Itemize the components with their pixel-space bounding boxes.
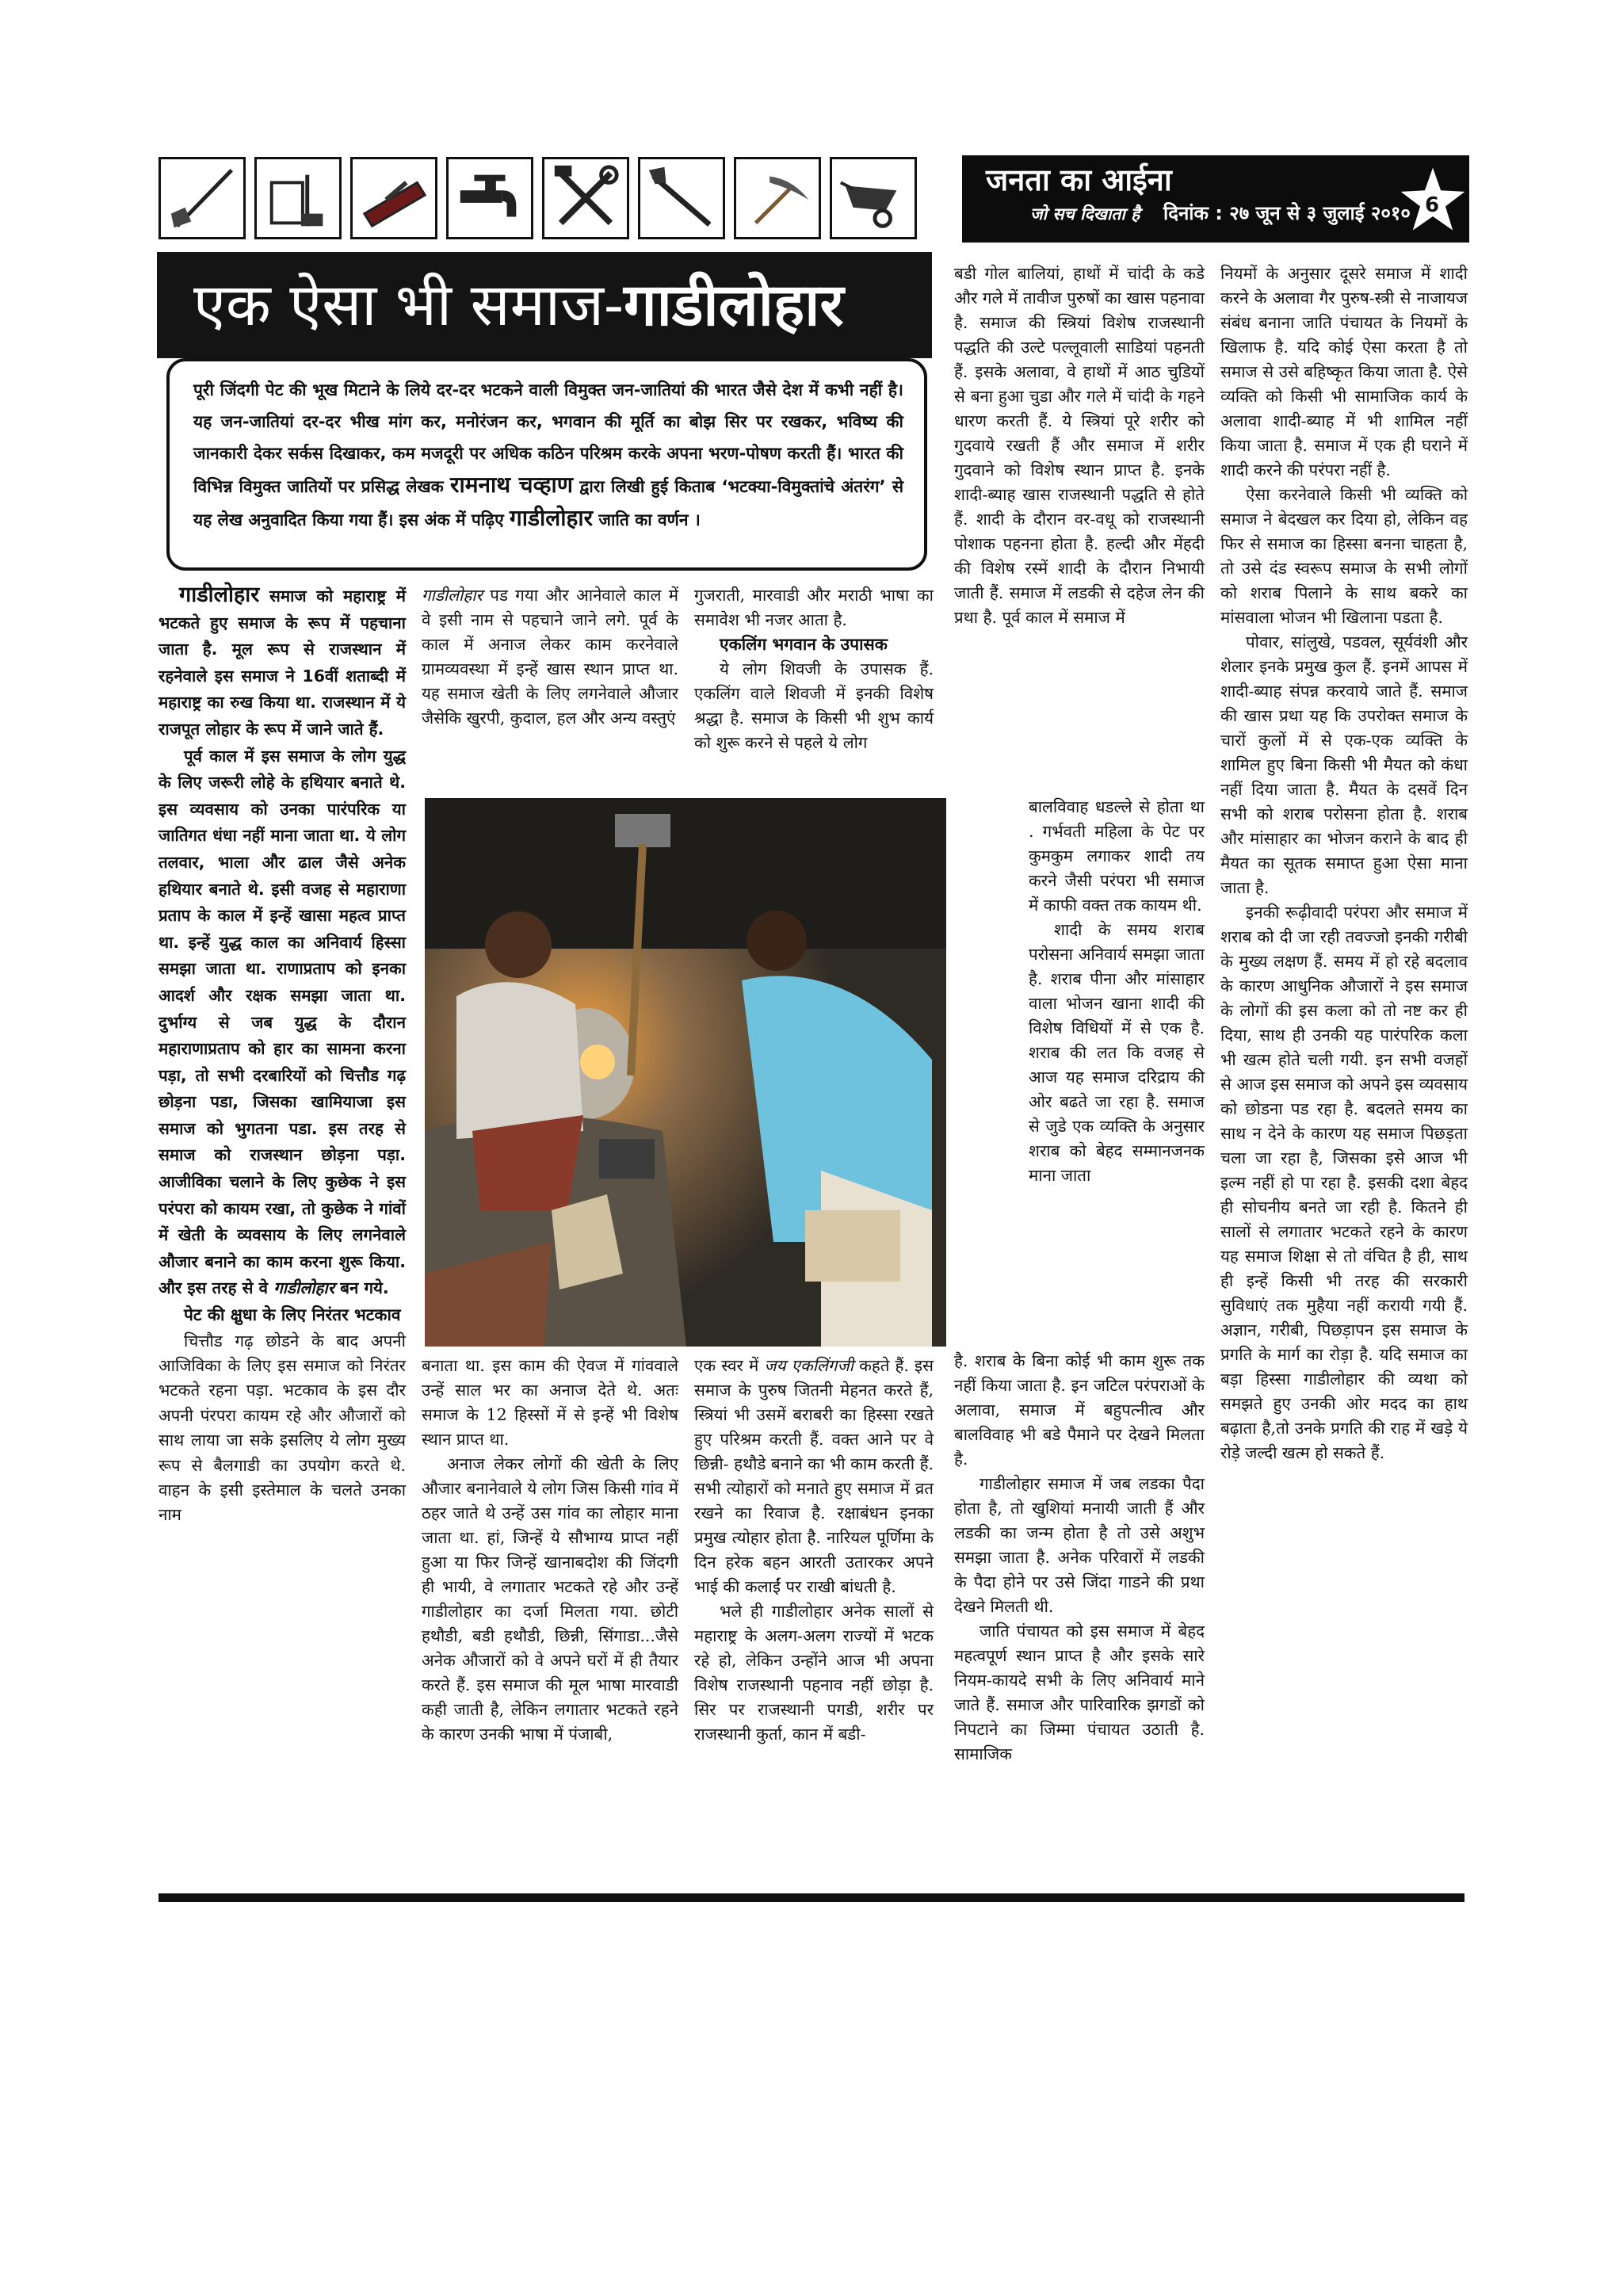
water-tap-icon [446,157,533,239]
column-5: नियमों के अनुसार दूसरे समाज में शादी करने के अलावा गैर पुरुष-स्त्री से नाजायज संबंध बनाना जाति पंचायत के नियमों के खिलाफ है. यदि कोई ऐसा करता है तो समाज से उसे बहिष्कृत किया जाता है. ऐसे व्यक्ति को किसी भी सामाजिक कार्य के अलावा शादी-ब्याह में भी शामिल नहीं किया जाता है. समाज में एक ही घराने में शादी करने की परंपरा नहीं है. ऐसा करनेवाले किसी भी व्यक्ति को समाज ने बेदखल कर दिया हो, लेकिन वह फिर से समाज का हिस्सा बनना चाहता है, तो उसे दंड स्वरूप समाज के सभी लोगों को शराब पिलाने के साथ बकरे का मांसवाला भोजन भी खिलाना पडता है. पोवार, सांलुखे, पडवल, सूर्यवंशी और शेलार इनके प्रमुख कुल हैं. इनमें आपस में शादी-ब्याह संपन्न करवाये जाते हैं. समाज की खास प्रथा यह कि उपरोक्त समाज के चारों कुलों में से एक-एक व्यक्ति के शामिल हुए बिना किसी भी मैयत को कंधा नहीं दिया जाता है. मैयत के दसवें दिन सभी को शराब परोसना होता है. शराब और मांसाहार का भोजन कराने के बाद ही मैयत का सूतक समाप्त हुआ ऐसा माना जाता है. इनकी रूढ़ीवादी परंपरा और समाज में शराब को दी जा रही तवज्जो इनकी गरीबी के मुख्य लक्षण हैं. समय में हो रहे बदलाव के कारण आधुनिक औजारों ने इस समाज के लोगों की इस कला को तो नष्ट कर ही दिया, साथ ही उनकी यह पारंपरिक कला भी खत्म होते चली गयी. इन सभी वजहों से आज इस समाज को अपने इस व्यवसाय को छोडना पड रहा है. बदलते समय का साथ न देने के कारण यह समाज पिछड़ता चला जा रहा है, जिसका इसे आज भी इल्म नहीं हो पा रहा है. इसकी दशा बेहद ही सोचनीय बनते जा रही है. कितने ही सालों से लगातार भटकते रहने के कारण यह समाज शिक्षा से तो वंचित है ही, साथ ही इन्हें किसी भी तरह की सरकारी सुविधाएं तक मुहैया नहीं करायी गयी हैं. अज्ञान, गरीबी, पिछड़ापन इस समाज के प्रगति के मार्ग का रोड़ा है. यदि समाज का बड़ा हिस्सा गाडीलोहार की व्यथा को समझते हुए उनकी ओर मदद का हाथ बढ़ाता है,तो उनके प्रगति की राह में खड़े ये रोड़े जल्दी खत्म हो सकते हैं. [1220,264,1468,1462]
col1-lead-word: गाडीलोहार [179,583,260,607]
page-number: 6 [1425,193,1440,217]
masthead [962,155,1469,243]
intro-end: जाति का वर्णन । [598,510,701,529]
blacksmiths-photo [425,798,946,1347]
tools-bucket-icon [254,157,342,239]
hoe-icon [158,157,246,239]
intro-tribe: गाडीलोहार [510,505,594,531]
column-4-top: बडी गोल बालियां, हाथों में चांदी के कडे और गले में तावीज पुरुषों का खास पहनावा है. समाज की स्त्रियां विशेष राजस्थानी पद्धति की उल्टे पल्लूवाली साडियां पहनती हैं. इसके अलावा, वे हाथों में आठ चुडियों से बना हुआ चुडा और गले में चांदी के गहने धारण करती हैं. ये स्त्रियां पूरे शरीर को गुदवाये रखती हैं और समाज में शरीर गुदवाने को विशेष स्थान प्राप्त है. इनके शादी-ब्याह खास राजस्थानी पद्धति से होते हैं. शादी के दौरान वर-वधू को राजस्थानी पोशाक पहनना होता है. हल्दी और मेंहदी की विशेष रस्में शादी के दौरान निभायी जाती हैं. समाज में लडकी से दहेज लेन की प्रथा है. पूर्व काल में समाज में [954,264,1205,627]
article-title [157,252,932,358]
column-4-narrow: बालविवाह धडल्ले से होता था . गर्भवती महिला के पेट पर कुमकुम लगाकर शादी तय करने जैसी परंपरा भी समाज में काफी वक्त तक कायम थी. शादी के समय शराब परोसना अनिवार्य समझा जाता है. शराब पीना और मांसाहार वाला भोजन खाना शादी की विशेष विधियों में से एक है. शराब की लत कि वजह से आज यह समाज दरिद्राय की ओर बढते जा रहा है. समाज से जुडे एक व्यक्ति के अनुसार शराब को बेहद सम्मानजनक माना जाता [1029,797,1205,1185]
col1-paragraph-1: गाडीलोहार समाज को महाराष्ट्र में भटकते हुए समाज के रूप में पहचाना जाता है. मूल रूप से राजस्थान में रहनेवाले इस समाज ने 16वीं शताब्दी में महाराष्ट्र का रुख किया था. राजस्थान में ये राजपूत लोहार के रूप में जाने जाते हैं. [158,583,406,739]
column-2-bottom: बनाता था. इस काम की ऐवज में गांववाले उन्हें साल भर का अनाज देते थे. अतः समाज के 12 हिस्सों में से इन्हें भी विशेष स्थान प्राप्त था. अनाज लेकर लोगों की खेती के लिए औजार बनानेवाले ये लोग जिस किसी गांव में ठहर जाते थे उन्हें उस गांव का लोहार माना जाता था. हां, जिन्हें ये सौभाग्य प्राप्त नहीं हुआ या फिर जिन्हें खानाबदोश की जिंदगी ही भायी, वे लगातार भटकते रहे और उन्हें गाडीलोहार का दर्जा मिलता गया. छोटी हथौडी, बडी हथौडी, छिन्नी, सिंगाडा...जैसे अनेक औजारों को वे अपने घरों में ही तैयार करते हैं. इस समाज की मूल भाषा मारवाडी कही जाती है, लेकिन लगातार भटकते रहने के कारण उनकी भाषा में पंजाबी, [422,1356,678,1744]
intro-text-2: द्वारा लिखी हुई किताब ‘भटक्या-विमुक्तांचे अंतरंग’ से यह लेख अनुवादित किया गया हैं। इस अंक में पढ़िए [193,477,904,529]
issue-date: दिनांक : २७ जून से ३ जुलाई २०१० [1163,202,1411,224]
col1-subheading: पेट की क्षुधा के लिए निरंतर भटकाव [184,1305,401,1325]
column-3-bottom: एक स्वर में जय एकलिंगजी कहते हैं. इस समाज के पुरुष जितनी मेहनत करते हैं, स्त्रियां भी उसमें बराबरी का हिस्सा रखते हुए परिश्रम करती हैं. वक्त आने पर वे छिन्नी- हथौडे बनाने का भी काम करती हैं. सभी त्योहारों को मनाते हुए समाज में व्रत रखने का रिवाज है. रक्षाबंधन इनका प्रमुख त्योहार होता है. नारियल पूर्णिमा के दिन हरेक बहन आरती उतारकर अपने भाई की कलाईं पर राखी बांधती है. भले ही गाडीलोहार अनेक सालों से महाराष्ट्र के अलग-अलग राज्यों में भटक रहे हो, लेकिन उन्होंने आज भी अपना विशेष राजस्थानी पहनाव नहीं छोड़ा है. सिर पर राजस्थानी पगडी, शरीर पर राजस्थानी कुर्ता, कान में बडी- [694,1356,934,1744]
pickaxe-icon [734,157,821,239]
newspaper-tagline: जो सच दिखाता है [1030,204,1140,223]
article-title-bold: गाडीलोहार [623,271,844,339]
intro-author: रामनाथ चव्हाण [450,472,574,498]
col1-paragraph-2: पूर्व काल में इस समाज के लोग युद्ध के लिए जरूरी लोहे के हथियार बनाते थे. इस व्यवसाय को उनका पारंपरिक या जातिगत धंधा नहीं माना जाता था. ये लोग तलवार, भाला और ढाल जैसे अनेक हथियार बनाते थे. इसी वजह से महाराणा प्रताप के काल में इन्हें खासा महत्व प्राप्त था. इन्हें युद्ध काल का अनिवार्य हिस्सा समझा जाता था. राणाप्रताप को इनका आदर्श और रक्षक समझा जाता था. दुर्भाग्य से जब युद्ध के दौरान महाराणाप्रताप को हार का सामना करना पड़ा, तो सभी दरबारियों को चित्तौड गढ़ छोड़ना पडा, जिसका खामियाजा इस समाज को भुगतना पडा. इस तरह से समाज को राजस्थान छोड़ना पड़ा. आजीविका चलाने के लिए कुछेक ने इस परंपरा को कायम रखा, तो कुछेक ने गांवों में खेती के व्यवसाय के लिए लगनेवाले औजार बनाने का काम करना शुरू किया. और इस तरह से वे गाडीलोहार बन गये. [158,746,406,1298]
pipe-wrench-icon [638,157,725,239]
intro-box [166,358,927,571]
tool-icon-strip [158,157,956,243]
article-title-prefix: एक ऐसा भी समाज- [193,271,624,339]
column-1 [158,582,406,1528]
crossed-tools-icon [542,157,629,239]
wheelbarrow-icon [830,157,917,239]
col3-subheading: एकलिंग भगवान के उपासक [720,635,888,654]
column-4-bottom: है. शराब के बिना कोई भी काम शुरू तक नहीं किया जाता है. इन जटिल परंपराओं के अलावा, समाज में बहुपत्नीत्व और बालविवाह भी बडे पैमाने पर देखने मिलता है. गाडीलोहार समाज में जब लडका पैदा होता है, तो खुशियां मनायी जाती हैं और लडकी का जन्म होता है तो उसे अशुभ समझा जाता है. अनेक परिवारों में लडकी के पैदा होने पर उसे जिंदा गाडने की प्रथा देखने मिलती थी. जाति पंचायत को इस समाज में बेहद महत्वपूर्ण स्थान प्राप्त है और इसके सारे नियम-कायदे सभी के लिए अनिवार्य माने जाते हैं. समाज और पारिवारिक झगडों को निपटाने का जिम्मा पंचायत उठाती है. सामाजिक [954,1351,1205,1763]
col1-paragraph-3: चित्तौड गढ़ छोडने के बाद अपनी आजिविका के लिए इस समाज को निरंतर भटकते रहना पड़ा. भटकाव के इस दौर अपनी पंरपरा कायम रहे और औजारों को साथ लाया जा सके इसलिए ये लोग मुख्य रूप से बैलगाडी का उपयोग करते थे. वाहन के इसी इस्तेमाल के चलते उनका नाम [158,1331,406,1525]
newspaper-name: जनता का आईना [986,162,1172,197]
bottom-rule [158,1893,1465,1902]
spirit-level-icon [350,157,437,239]
column-3-top: गुजराती, मारवाडी और मराठी भाषा का समावेश भी नजर आता है. एकलिंग भगवान के उपासक ये लोग शिवजी के उपासक हैं. एकलिंग वाले शिवजी में इनकी विशेष श्रद्धा है. समाज के किसी भी शुभ कार्य को शुरू करने से पहले ये लोग [694,586,934,752]
intro-text: पूरी जिंदगी पेट की भूख मिटाने के लिये दर-दर भटकने वाली विमुक्त जन-जातियां की भारत जैसे देश में कभी नहीं है। यह जन-जातियां दर-दर भीख मांग कर, मनोरंजन कर, भगवान की मूर्ति का बोझ सिर पर रखकर, भविष्य की जानकारी देकर सर्कस दिखाकर, कम मजदूरी पर अधिक कठिन परिश्रम करके अपना भरण-पोषण करती हैं। भारत की विभिन्न विमुक्त जातियों पर प्रसिद्ध लेखक [193,380,903,496]
column-2-top: गाडीलोहार पड गया और आनेवाले काल में वे इसी नाम से पहचाने जाने लगे. पूर्व के काल में अनाज लेकर काम करनेवाले ग्रामव्यवस्था में इन्हें खास स्थान प्राप्त था. यह समाज खेती के लिए लगनेवाले औजार जैसेकि खुरपी, कुदाल, हल और अन्य वस्तुएं [422,586,678,728]
